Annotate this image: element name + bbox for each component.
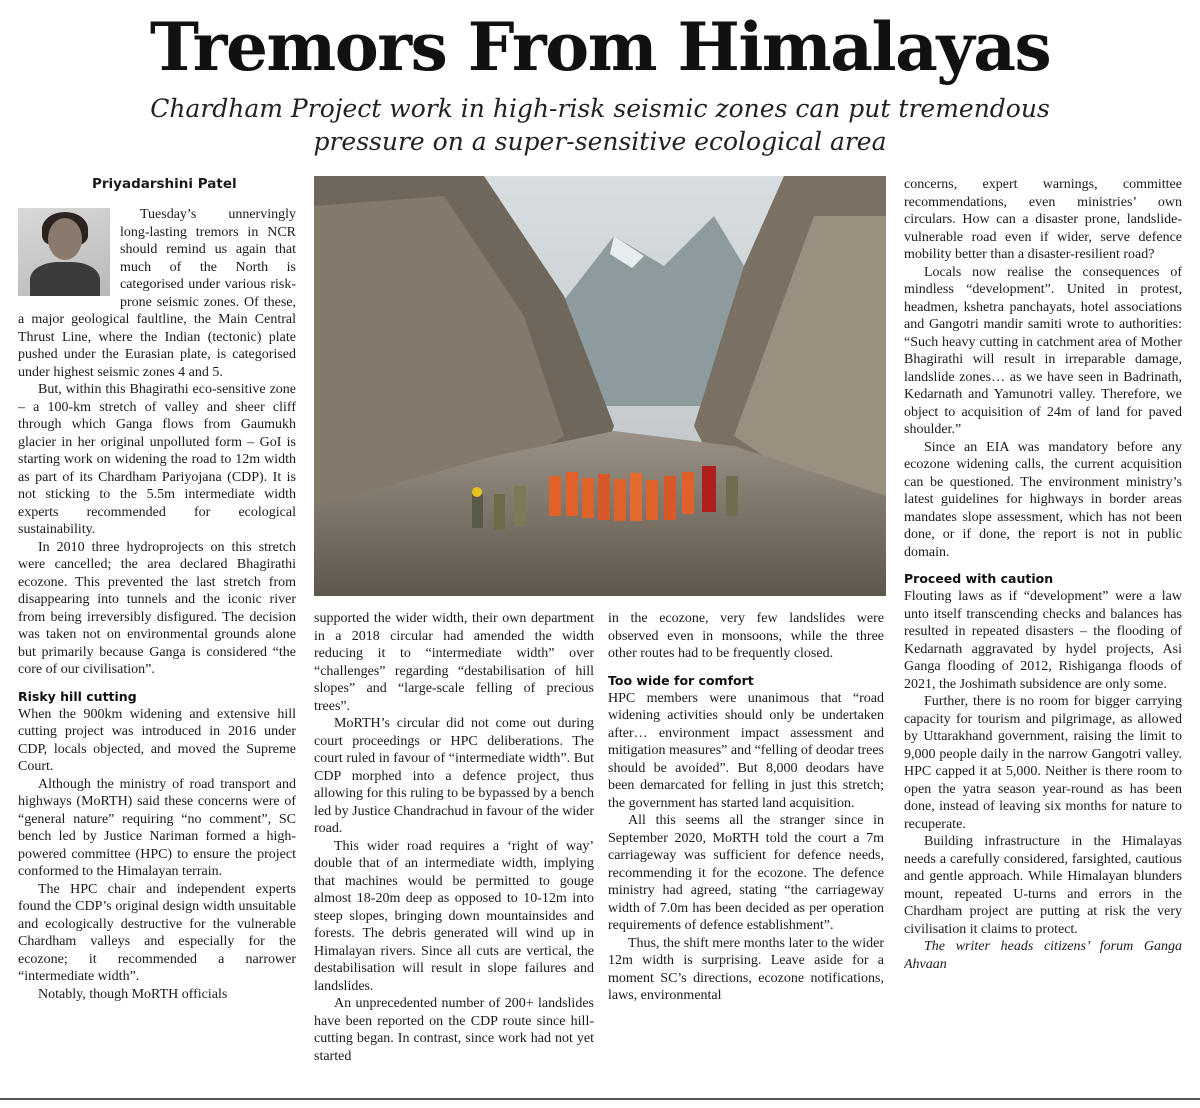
paragraph: concerns, expert warnings, committee recommendations, even ministries’ own circulars. How can a disaster prone, landslide-vulnerable road even if wider, serve defence mobility better than a disaster-resilient road? (904, 177, 1182, 262)
worker (664, 476, 676, 520)
worker (582, 478, 594, 518)
paragraph: in the ecozone, very few landslides were observed even in monsoons, while the three other routes had to be frequently closed. (608, 611, 884, 661)
worker (549, 476, 561, 516)
paragraph: Although the ministry of road transport and highways (MoRTH) said these concerns were of “general nature” requiring “no comment”, SC bench led by Justice Nariman formed a high-powered committee (HPC) to ensure the project conformed to the Himalayan terrain. (18, 776, 296, 879)
worker (646, 480, 658, 520)
helmet (472, 487, 482, 497)
worker (614, 479, 626, 521)
subheading-proceed-with-caution: Proceed with caution (904, 571, 1054, 586)
paragraph: This wider road requires a ‘right of way’ double that of an intermediate width, implying that machines would be permitted to gouge almost 18-20m deep as opposed to 10-12m into steep slopes, bringing down mountainsides and forests. The debris generated will wind up in Himalayan rivers. Since all cuts are vertical, the destabilisation will result in slope failures and landslides. (314, 838, 594, 994)
worker (630, 473, 642, 521)
paragraph: Thus, the shift mere months later to the wider 12m width is surprising. Leave aside for a moment SC’s directions, ecozone notifications, laws, environmental (608, 935, 884, 1003)
worker (598, 474, 610, 520)
author-credit: The writer heads citizens’ forum Ganga Ahvaan (904, 939, 1182, 972)
paragraph: An unprecedented number of 200+ landslides have been reported on the CDP route since hill-cutting began. In contrast, since work had not yet started (314, 996, 594, 1064)
paragraph: Tuesday’s unnervingly long-lasting tremors in NCR should remind us again that much of the North is categorised under various risk-prone seismic zones. Of these, a major geological faultline, the Main Central Thrust Line, where the Indian (tectonic) plate pushed under the Eurasian plate, is categorised under highest seismic zones 4 and 5. (18, 207, 296, 380)
deck-line-1: Chardham Project work in high-risk seismic zones can put tremendous (150, 94, 1050, 123)
photo-illustration (314, 176, 886, 596)
paragraph: The HPC chair and independent experts found the CDP’s original design width unsuitable and ecologically destructive for the vulnerable Chardham valleys and especially for the ecozone; it recommended a narrower “intermediate width”. (18, 881, 296, 984)
subheading-too-wide-for-comfort: Too wide for comfort (608, 672, 754, 688)
deck-line-2: pressure on a super-sensitive ecological area (313, 127, 887, 156)
subheading-risky-hill-cutting: Risky hill cutting (18, 688, 137, 704)
paragraph: HPC members were unanimous that “road widening activities should only be undertaken after… environment impact assessment and mitigation measures” and “felling of deodar trees should be avoided”. But 8,000 deodars have been demarcated for felling in just this stretch; the government has started land acquisition. (608, 690, 884, 811)
paragraph: In 2010 three hydroprojects on this stretch were cancelled; the area declared Bhagirathi ecozone. This prevented the last stretch from disappearing into tunnels and the iconic river from being irreversibly disfigured. The decision was taken not on environmental grounds alone but primarily because Ganga is considered “the core of our civilisation”. (18, 539, 296, 677)
deck (140, 92, 1060, 158)
paragraph: When the 900km widening and extensive hill cutting project was introduced in 2016 under CDP, locals objected, and moved the Supreme Court. (18, 706, 296, 774)
column-3 (608, 610, 884, 1090)
column-4 (904, 176, 1182, 1101)
worker-khaki (726, 476, 738, 516)
author-portrait (18, 208, 110, 296)
paragraph: Since an EIA was mandatory before any ecozone widening calls, the current acquisition can be questioned. The environment ministry’s latest guidelines for highways in border areas mandates slope assessment, which has not been done, or if done, the report is not in public domain. (904, 439, 1182, 560)
paragraph: All this seems all the stranger since in September 2020, MoRTH told the court a 7m carriageway was sufficient for defence needs, recommending it for the ecozone. The defence ministry had agreed, stating “the carriageway width of 7.0m has been decided as per operation requirements of defence establishment”. (608, 813, 884, 933)
portrait-face (48, 218, 82, 260)
portrait-body (30, 262, 100, 296)
paragraph: Flouting laws as if “development” were a law unto itself transcending checks and balances has resulted in repeated disasters – the flooding of Kedarnath aggravated by hydel projects, Asi Ganga flooding of 2012, Rishiganga floods of 2021, the Joshimath subsidence are only some. (904, 589, 1182, 692)
worker-red-jacket (702, 466, 716, 512)
paragraph: Notably, though MoRTH officials (38, 986, 228, 1002)
paragraph: Building infrastructure in the Himalayas needs a carefully considered, farsighted, cautious and gentle approach. While Himalayan blunders mount, repeated U-turns and errors in the Chardham project are putting at risk the very civilisation it claims to protect. (904, 834, 1182, 937)
news-photo-landslide-road (314, 176, 886, 596)
worker (682, 472, 694, 514)
column-2 (314, 610, 594, 1090)
paragraph: Further, there is no room for bigger carrying capacity for tourism and pilgrimage, as allowed by Uttarakhand government, raising the limit to 9,000 people daily in the narrow Gangotri valley. HPC capped it at 5,000. Neither is there room to open the yatra season year-round as has been done, instead of leaving six months for nature to recuperate. (904, 694, 1182, 832)
headline: Tremors From Himalayas (149, 8, 1051, 86)
worker-khaki (514, 486, 526, 526)
worker-yellow-helmet (472, 494, 483, 528)
column-1 (18, 206, 296, 1101)
worker (566, 472, 578, 516)
paragraph: But, within this Bhagirathi eco-sensitive zone – a 100-km stretch of valley and sheer cliff through which Ganga flows from Gaumukh glacier in her original unpolluted form – GoI is starting work on widening the road to 12m width as part of its Chardham Pariyojana (CDP). It is not sticking to the 5.5m intermediate width experts recommended for ecological sustainability. (18, 382, 296, 537)
paragraph: Locals now realise the consequences of mindless “development”. United in protest, headmen, kshetra panchayats, hotel associations and Gangotri mandir samiti wrote to authorities: “Such heavy cutting in catchment area of Mother Bhagirathi will result in irreparable damage, landslide zones… as we have seen in Badrinath, Kedarnath and Yamunotri valley. Therefore, we object to acquisition of 24m of land for paved shoulder.” (904, 264, 1182, 437)
paragraph: supported the wider width, their own department in a 2018 circular had amended the width reducing it to “intermediate width” over “challenges” regarding “destabilisation of hill slopes” and “large-scale felling of precious trees”. (314, 611, 594, 714)
paragraph: MoRTH’s circular did not come out during court proceedings or HPC deliberations. The court ruled in favour of “intermediate width”. But CDP morphed into a defence project, thus allowing for this ruling to be bypassed by a bench led by Justice Chandrachud in favour of the wider road. (314, 716, 594, 836)
bottom-rule (0, 1098, 1200, 1100)
byline: Priyadarshini Patel (92, 176, 237, 192)
worker-khaki (494, 494, 505, 530)
